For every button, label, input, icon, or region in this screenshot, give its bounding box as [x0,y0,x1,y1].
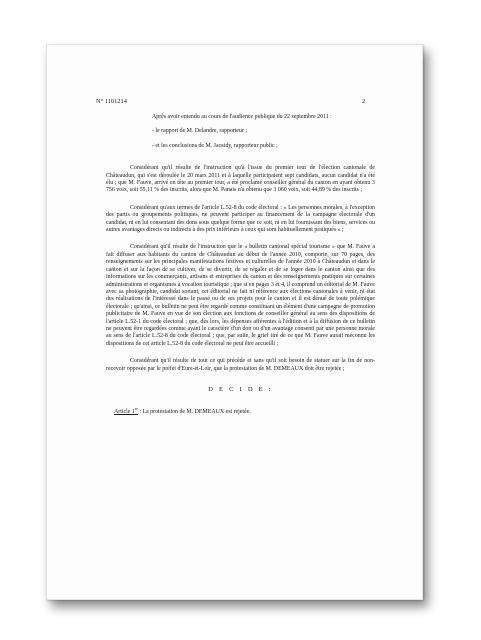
article-1-label: Article 1er [114,406,138,416]
considerant-4: Considérant qu'il résulte de tout ce qui précède et sans qu'il soit besoin de statuer sur la fin de non-recevoir opposée par le préfet d'Eure-et-Loir, que la protestation de M. DEMEAUX doit être rejetée ; [106,358,375,372]
document-body [106,114,375,417]
considerant-1: Considérant qu'il résulte de l'instruction qu'à l'issue du premier tour de l'élection cantonale de Châteaudun, qui s'est déroulée le 20 mars 2011 et à laquelle participaient sept candidats, aucun candidat n'a été élu ; que M. Fauve, arrivé en tête au premier tour, a été proclamé conseiller général du canton en ayant obtenu 3 756 voix, soit 55,11 % des inscrits, alors que M. Panais n'a obtenu que 3 060 voix, soit 44,89 % des inscrits ; [106,165,375,194]
document-page [46,44,423,600]
considerant-3: Considérant qu'il résulte de l'instruction que le « bulletin cantonal spécial tourisme » que M. Fauve a fait diffuser aux habitants du canton de Châteaudun au début de l'année 2010, comporte, sur 70 pages, des renseignements sur les principales manifestations festives et culturelles de l'année 2010 à Châteaudun et dans le canton et sur la façon de se cultiver, de se divertir, de se régaler et de se loger dans le canton ainsi que des informations sur les commerçants, artisans et entreprises du canton et des renseignements pratiques sur certaines administrations et organismes à vocation touristique ; que si en pages 3 et 4, il comprend un éditorial de M. Fauve avec sa photographie, candidat sortant, cet éditorial ne fait ni référence aux élections cantonales à venir, ni état des réalisations de l'intéressé dans le passé ou de ses projets pour le canton et il est dénué de toute polémique électorale ; qu'ainsi, ce bulletin ne peut être regardé comme constituant un élément d'une campagne de promotion publicitaire de M. Fauve en vue de son élection aux fonctions de conseiller général au sens des dispositions de l'article L.52-1 du code électoral ; que, dès lors, les dépenses afférentes à l'édition et à la diffusion de ce bulletin ne peuvent être regardées comme ayant le caractère d'un don ou d'un avantage consenti par une personne morale au sens de l'article L.52-8 du code électoral ; que, par suite, le grief tiré de ce que M. Fauve aurait méconnu les dispositions de cet article L.52-8 du code électoral ne peut être accueilli ; [106,244,375,347]
article-1 [106,405,375,416]
case-number: N° 1101214 [96,98,127,105]
article-1-text: : La protestation de M. DEMEAUX est rejetée. [137,409,251,416]
page-number: 2 [362,98,366,105]
considerant-2: Considérant qu'aux termes de l'article L.52-8 du code électoral : « Les personnes morales, à l'exception des partis ou groupements politiques, ne peuvent participer au financement de la campagne électorale d'un candidat, ni en lui consentant des dons sous quelque forme que ce soit, ni en lui fournissant des biens, services ou autres avantages directs ou indirects à des prix inférieurs à ceux qui sont habituellement pratiqués » ; [106,204,375,234]
rapporteur-line: - le rapport de M. Delandre, rapporteur ; [152,128,248,135]
decision-heading: D E C I D E : [208,385,273,393]
conclusions-line: - et les conclusions de M. Jaosidy, rapporteur public ; [152,142,278,149]
hearing-line: Après avoir entendu au cours de l'audience publique du 22 septembre 2011 : [152,114,332,120]
